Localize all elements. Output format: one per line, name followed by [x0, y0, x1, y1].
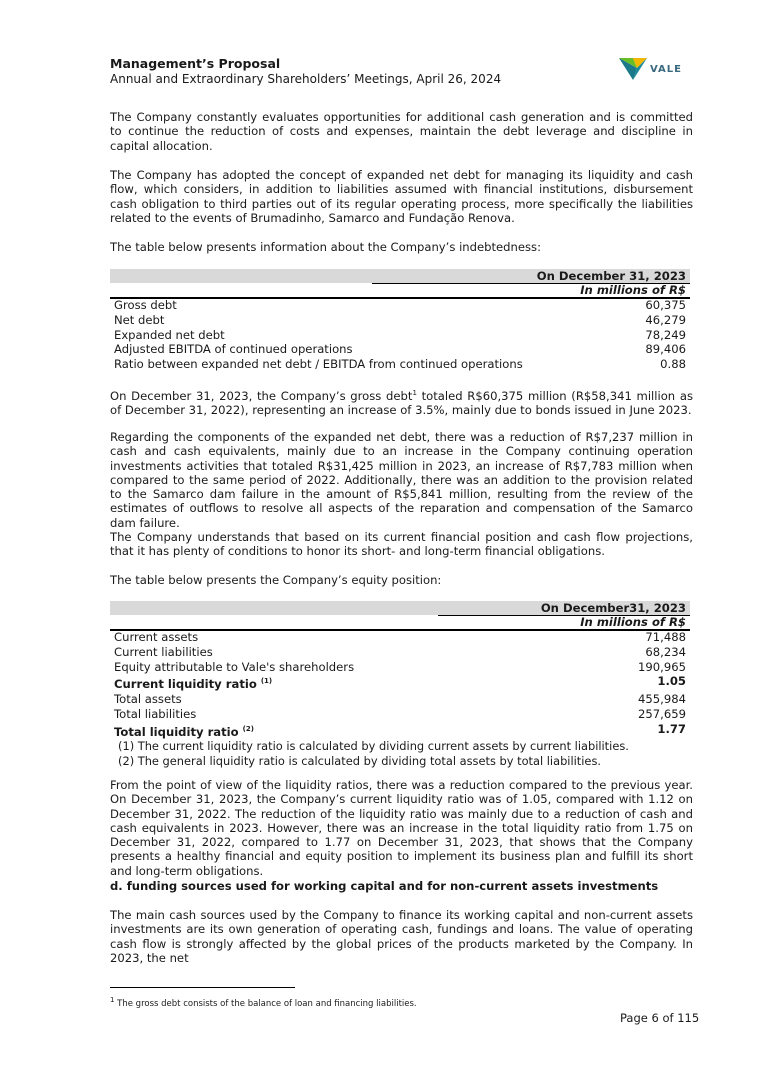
paragraph-9: The main cash sources used by the Company to finance its working capital and non-current assets investments are its own generation of operating cash, fundings and loans. The value of operating cash flow is strongly affected by the global prices of the products marketed by the Company. In 2023, the net: [110, 908, 693, 965]
table-row: [110, 722, 690, 740]
table-header-date: On December 31, 2023: [536, 269, 686, 283]
table-unit-row: [110, 615, 690, 630]
row-value: 1.77: [657, 721, 686, 736]
document-title: Management’s Proposal: [110, 56, 281, 71]
row-label: Gross debt: [114, 298, 177, 312]
paragraph-2: The Company has adopted the concept of expanded net debt for managing its liquidity and cash flow, which considers, in addition to liabilities assumed with financial institutions, disbursement cash obligation to third parties out of its regular operating process, more specifically the liabilities related to the events of Brumadinho, Samarco and Fundação Renova.: [110, 168, 693, 225]
row-label: Net debt: [114, 312, 165, 327]
row-value: 60,375: [645, 298, 686, 312]
table-row: [110, 357, 690, 372]
table-row: [110, 660, 690, 675]
row-value: 78,249: [645, 327, 686, 342]
page-number: Page 6 of 115: [620, 1011, 700, 1025]
section-heading: d. funding sources used for working capital and for non-current assets investments: [110, 879, 659, 893]
row-label: Expanded net debt: [114, 327, 225, 342]
paragraph-1: The Company constantly evaluates opportunities for additional cash generation and is committed to continue the reduction of costs and expenses, maintain the debt leverage and discipline in capital allocation.: [110, 110, 693, 153]
table-header-date: On December31, 2023: [540, 601, 686, 615]
document-subtitle: Annual and Extraordinary Shareholders’ Meetings, April 26, 2024: [110, 72, 502, 86]
footnote-text: The gross debt consists of the balance of loan and financing liabilities.: [114, 998, 417, 1009]
row-value: 257,659: [638, 706, 686, 721]
table-row: [110, 674, 690, 692]
row-value: 1.05: [657, 674, 686, 689]
table-note: (2) The general liquidity ratio is calculated by dividing total assets by total liabilities.: [118, 754, 601, 769]
row-label-text: Total liquidity ratio: [114, 724, 239, 739]
row-note-ref: (1): [260, 677, 273, 686]
row-label: [114, 722, 254, 740]
paragraph-4-start: On December 31, 2023, the Company’s gross debt: [110, 388, 413, 403]
row-value: 46,279: [645, 312, 686, 327]
table-notes: [110, 739, 690, 769]
row-label-text: Total assets: [114, 692, 182, 707]
table-row: [110, 342, 690, 357]
table-row: [110, 298, 690, 313]
paragraph-4: [110, 386, 693, 417]
table-unit-label: In millions of R$: [580, 615, 686, 629]
indebtedness-table: [110, 269, 690, 372]
table-header-row: [110, 269, 690, 283]
paragraph-6: The Company understands that based on its current financial position and cash flow projections, that it has plenty of conditions to honor its short- and long-term financial obligations.: [110, 530, 693, 559]
table-rule: [110, 629, 690, 631]
table-row: [110, 645, 690, 660]
table-body: [110, 298, 690, 372]
row-value: 68,234: [645, 644, 686, 659]
row-value: 190,965: [638, 659, 686, 674]
row-value: 89,406: [645, 342, 686, 357]
footnote-ref: 1: [412, 389, 417, 397]
footnote-divider: [110, 987, 295, 988]
row-label: Adjusted EBITDA of continued operations: [114, 342, 353, 357]
footnote-marker: 1: [110, 996, 115, 1004]
table-row: [110, 707, 690, 722]
row-value: 455,984: [638, 692, 686, 707]
table-note: (1) The current liquidity ratio is calculated by dividing current assets by current liabilities.: [118, 739, 629, 754]
paragraph-4-end: totaled R$60,375 million (R$58,341 million as of December 31, 2022), representing an increase of 3.5%, mainly due to bonds issued in June 2023.: [110, 388, 693, 418]
table-unit-label: In millions of R$: [580, 283, 686, 297]
table-unit-row: [110, 283, 690, 298]
row-label: [114, 630, 198, 645]
paragraph-5: Regarding the components of the expanded net debt, there was a reduction of R$7,237 million in cash and cash equivalents, mainly due to an increase in the Company continuing operation investments activities that totaled R$31,425 million in 2023, an increase of R$7,783 million when compared to the same period of 2022. Additionally, there was an addition to the provision related to the Samarco dam failure in the amount of R$5,841 million, resulting from the review of the estimates of outflows to resolve all aspects of the reparation and compensation of the Samarco dam failure.: [110, 430, 693, 530]
row-label-text: Total liabilities: [114, 706, 197, 721]
row-label: [114, 645, 213, 660]
row-label-text: Current assets: [114, 630, 199, 644]
table-row: [110, 630, 690, 645]
table-row: [110, 692, 690, 707]
row-label: [114, 692, 182, 707]
row-note-ref: (2): [242, 724, 254, 733]
table-rule: [110, 297, 690, 299]
row-label-text: Current liabilities: [114, 644, 213, 659]
row-label: [114, 660, 354, 675]
paragraph-8: From the point of view of the liquidity ratios, there was a reduction compared to the previous year. On December 31, 2023, the Company’s current liquidity ratio was of 1.05, compared with 1.12 on December 31, 2022. The reduction of the liquidity ratio was mainly due to a reduction of cash and cash equivalents in 2023. However, there was an increase in the total liquidity ratio from 1.75 on December 31, 2022, compared to 1.77 on December 31, 2023, that shows that the Company presents a healthy financial and equity position to implement its business plan and fulfill its short and long-term obligations.: [110, 778, 693, 878]
row-value: 71,488: [645, 630, 686, 644]
equity-table: [110, 601, 690, 769]
table-body: [110, 630, 690, 739]
table-header-row: [110, 601, 690, 615]
row-label-text: Current liquidity ratio: [114, 677, 257, 692]
row-label: Ratio between expanded net debt / EBITDA from continued operations: [114, 357, 523, 372]
table-row: [110, 328, 690, 343]
row-label-text: Equity attributable to Vale's shareholders: [114, 659, 355, 674]
row-label: [114, 674, 272, 692]
table-row: [110, 313, 690, 328]
row-value: 0.88: [660, 357, 686, 372]
paragraph-7: The table below presents the Company’s equity position:: [110, 573, 442, 587]
paragraph-3: The table below presents information about the Company’s indebtedness:: [110, 240, 542, 254]
row-label: [114, 707, 196, 722]
logo-text: VALE: [650, 64, 683, 75]
footnote: [110, 996, 417, 1009]
